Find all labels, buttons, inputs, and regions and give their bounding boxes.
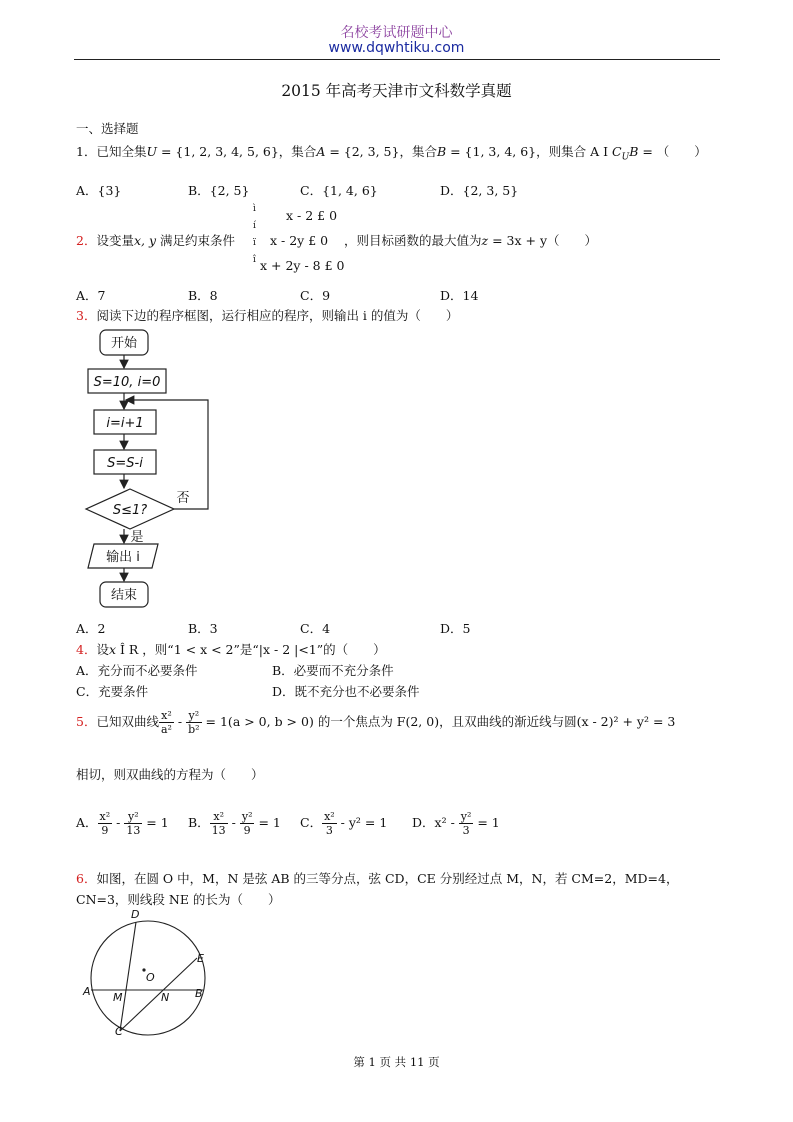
question-4 — [76, 640, 386, 658]
question-2-text — [76, 231, 235, 249]
q5-opt-c-n1: x² — [324, 810, 335, 823]
q2-text-a: 设变量 — [96, 233, 134, 248]
q5-frac-y-den: b² — [188, 723, 200, 736]
q2-vars: x, y — [133, 233, 157, 248]
q5-opt-b-d1: 13 — [211, 824, 226, 837]
q1-text-a: 已知全集 — [96, 144, 147, 159]
q5-option-a[interactable]: A． $\frac{\text{x²}}{9}$ - $\frac{\text{y²}}{13}$ = 1 — [76, 810, 169, 837]
flow-output-label: 输出 i — [106, 550, 140, 565]
label-d: D — [131, 908, 140, 921]
q5-eq1: = 1(a > 0, b > 0) — [201, 714, 314, 729]
q1-comp-sub: U — [621, 152, 630, 163]
q5-opt-a-d1: 9 — [101, 824, 109, 837]
q4-text-b: Î R ，则“1 < x < 2”是“|x - 2 |<1”的（ ） — [116, 642, 386, 657]
q1-comp: C — [612, 144, 622, 159]
q5-opt-b-frac1 — [210, 810, 228, 837]
q6-line2: CN=3，则线段 NE 的长为（ ） — [76, 892, 281, 907]
q2-option-d[interactable]: D．14 — [440, 288, 479, 303]
q5-opt-b-frac2 — [240, 810, 255, 837]
header-divider — [74, 59, 720, 60]
q5-opt-b-label: B． — [188, 815, 210, 830]
flow-end-label: 结束 — [110, 588, 138, 603]
flow-start-label: 开始 — [110, 336, 138, 351]
q5-opt-a-tail: = 1 — [142, 815, 169, 830]
q2-constraint-2: x - 2y £ 0 — [270, 233, 329, 248]
q4-option-d[interactable]: D．既不充分也不必要条件 — [272, 684, 420, 699]
q5-opt-b-tail: = 1 — [254, 815, 281, 830]
q5-frac-x-den: a² — [160, 723, 172, 736]
q5-opt-d-d2: 3 — [462, 824, 470, 837]
q2-constraints — [260, 203, 345, 278]
label-c: C — [115, 1025, 123, 1038]
q2-brace: ì í ï î — [253, 204, 256, 265]
page-title: 2015 年高考天津市文科数学真题 — [281, 82, 512, 100]
site-url[interactable]: www.dqwhtiku.com — [328, 40, 465, 56]
q5-opt-c-frac1 — [322, 810, 337, 837]
q5-opt-b-n2: y² — [241, 810, 253, 823]
site-name: 名校考试研题中心 — [340, 25, 453, 41]
q5-circle-eq: (x - 2)² + y² = 3 — [576, 714, 676, 729]
q3-option-a[interactable]: A．2 — [76, 621, 106, 636]
q5-number: 5． — [76, 714, 97, 729]
q1-a: A — [316, 144, 326, 159]
label-m: M — [113, 991, 123, 1004]
q1-option-a[interactable]: A．{3} — [76, 183, 122, 198]
flowchart — [80, 322, 230, 612]
q5-line2: 相切，则双曲线的方程为（ ） — [76, 767, 264, 782]
q5-text-a: 已知双曲线 — [96, 714, 159, 729]
q5-minus: - — [173, 714, 187, 729]
q4-number: 4． — [76, 642, 97, 657]
q1-set-b: = {1, 3, 4, 6} — [446, 144, 537, 159]
circle-figure — [82, 908, 212, 1038]
q5-frac-x — [159, 709, 174, 736]
q2-z: z — [481, 233, 489, 248]
q1-option-b[interactable]: B．{2, 5} — [188, 183, 250, 198]
q5-opt-d-pre: x² - — [434, 815, 459, 830]
q2-objective: = 3x + y — [488, 233, 548, 248]
chord-ce — [120, 958, 197, 1031]
q5-text-b: 的一个焦点为 F(2, 0)，且双曲线的渐近线与圆 — [313, 714, 577, 729]
question-2-tail — [344, 231, 597, 249]
q5-opt-b-n1: x² — [210, 810, 228, 824]
q1-text-d: ，则集合 A I — [536, 144, 613, 159]
q1-option-d[interactable]: D．{2, 3, 5} — [440, 183, 519, 198]
q2-text-c: ，则目标函数的最大值为 — [344, 233, 482, 248]
q6-line1: 如图，在圆 O 中，M，N 是弦 AB 的三等分点，弦 CD，CE 分别经过点 M，N，若 CM=2，MD=4， — [96, 871, 679, 886]
flow-init-label: S=10, i=0 — [93, 375, 161, 390]
q2-text-b: 满足约束条件 — [156, 233, 236, 248]
q1-set-a: = {2, 3, 5} — [325, 144, 400, 159]
question-5 — [76, 707, 675, 737]
q4-option-c[interactable]: C．充要条件 — [76, 684, 149, 699]
q1-number: 1． — [76, 144, 97, 159]
q1-comp-b: B — [629, 144, 639, 159]
q1-text-e: = （ ） — [638, 144, 707, 159]
q3-option-b[interactable]: B．3 — [188, 621, 218, 636]
q3-option-c[interactable]: C．4 — [300, 621, 331, 636]
q3-number: 3． — [76, 308, 97, 323]
q5-option-b[interactable]: B． $\frac{\text{x²}}{13}$ - $\frac{\text{y²}}{9}$ = 1 — [188, 810, 281, 837]
q2-text-d: （ ） — [547, 233, 598, 248]
q5-opt-c-d1: 3 — [325, 824, 333, 837]
q5-opt-c-mid: - y² = 1 — [336, 815, 388, 830]
q5-frac-y — [186, 709, 201, 736]
q3-option-d[interactable]: D．5 — [440, 621, 471, 636]
q2-option-a[interactable]: A．7 — [76, 288, 106, 303]
q5-opt-c-label: C． — [300, 815, 323, 830]
label-b: B — [195, 987, 203, 1000]
q1-b: B — [436, 144, 447, 159]
q1-set-u: = {1, 2, 3, 4, 5, 6} — [157, 144, 279, 159]
page-footer: 第 1 页 共 11 页 — [353, 1055, 440, 1069]
question-6-line1 — [76, 869, 678, 887]
q5-opt-a-label: A． — [76, 815, 98, 830]
q5-opt-d-frac — [459, 810, 474, 837]
q5-opt-d-tail: = 1 — [473, 815, 500, 830]
q5-opt-a-n2: y² — [124, 810, 142, 824]
label-o: O — [146, 971, 155, 984]
q1-text-b: ，集合 — [278, 144, 317, 159]
chord-cd — [120, 922, 136, 1031]
q5-opt-a-d2: 13 — [126, 824, 141, 837]
label-a: A — [83, 985, 91, 998]
q1-option-c[interactable]: C．{1, 4, 6} — [300, 183, 378, 198]
q4-x: x — [108, 642, 117, 657]
question-1 — [76, 142, 707, 163]
q3-text: 阅读下边的程序框图，运行相应的程序，则输出 i 的值为（ ） — [96, 308, 459, 323]
q5-opt-a-frac2 — [124, 810, 142, 837]
q5-opt-a-frac1 — [98, 810, 113, 837]
q5-option-d[interactable] — [412, 806, 500, 840]
q1-u: U — [146, 144, 158, 159]
q5-opt-d-n2: y² — [460, 810, 472, 823]
label-n: N — [161, 991, 170, 1004]
q5-frac-x-num: x² — [159, 709, 174, 723]
q2-number: 2． — [76, 233, 97, 248]
q4-option-a[interactable]: A．充分而不必要条件 — [76, 663, 198, 678]
label-e: E — [197, 952, 204, 965]
q6-number: 6． — [76, 871, 97, 886]
q4-option-b[interactable]: B．必要而不充分条件 — [272, 663, 394, 678]
flow-step1-label: i=i+1 — [106, 416, 144, 431]
q4-text-a: 设 — [96, 642, 109, 657]
q5-opt-b-d2: 9 — [243, 824, 251, 837]
flow-step2-label: S=S-i — [107, 456, 143, 471]
flow-no-label: 否 — [176, 491, 190, 506]
q2-constraint-1: x - 2 £ 0 — [286, 208, 338, 223]
q2-option-c[interactable]: C．9 — [300, 288, 331, 303]
q5-option-c[interactable] — [300, 806, 387, 840]
flow-yes-label: 是 — [130, 530, 144, 545]
q5-opt-a-n1: x² — [99, 810, 111, 823]
q2-option-b[interactable]: B．8 — [188, 288, 218, 303]
q1-text-c: ，集合 — [399, 144, 437, 159]
flow-cond-label: S≤1? — [112, 503, 148, 518]
q5-frac-y-num: y² — [186, 709, 201, 723]
section-heading: 一、选择题 — [76, 121, 139, 136]
q2-constraint-3: x + 2y - 8 £ 0 — [260, 258, 345, 273]
q5-opt-d-label: D． — [412, 815, 435, 830]
